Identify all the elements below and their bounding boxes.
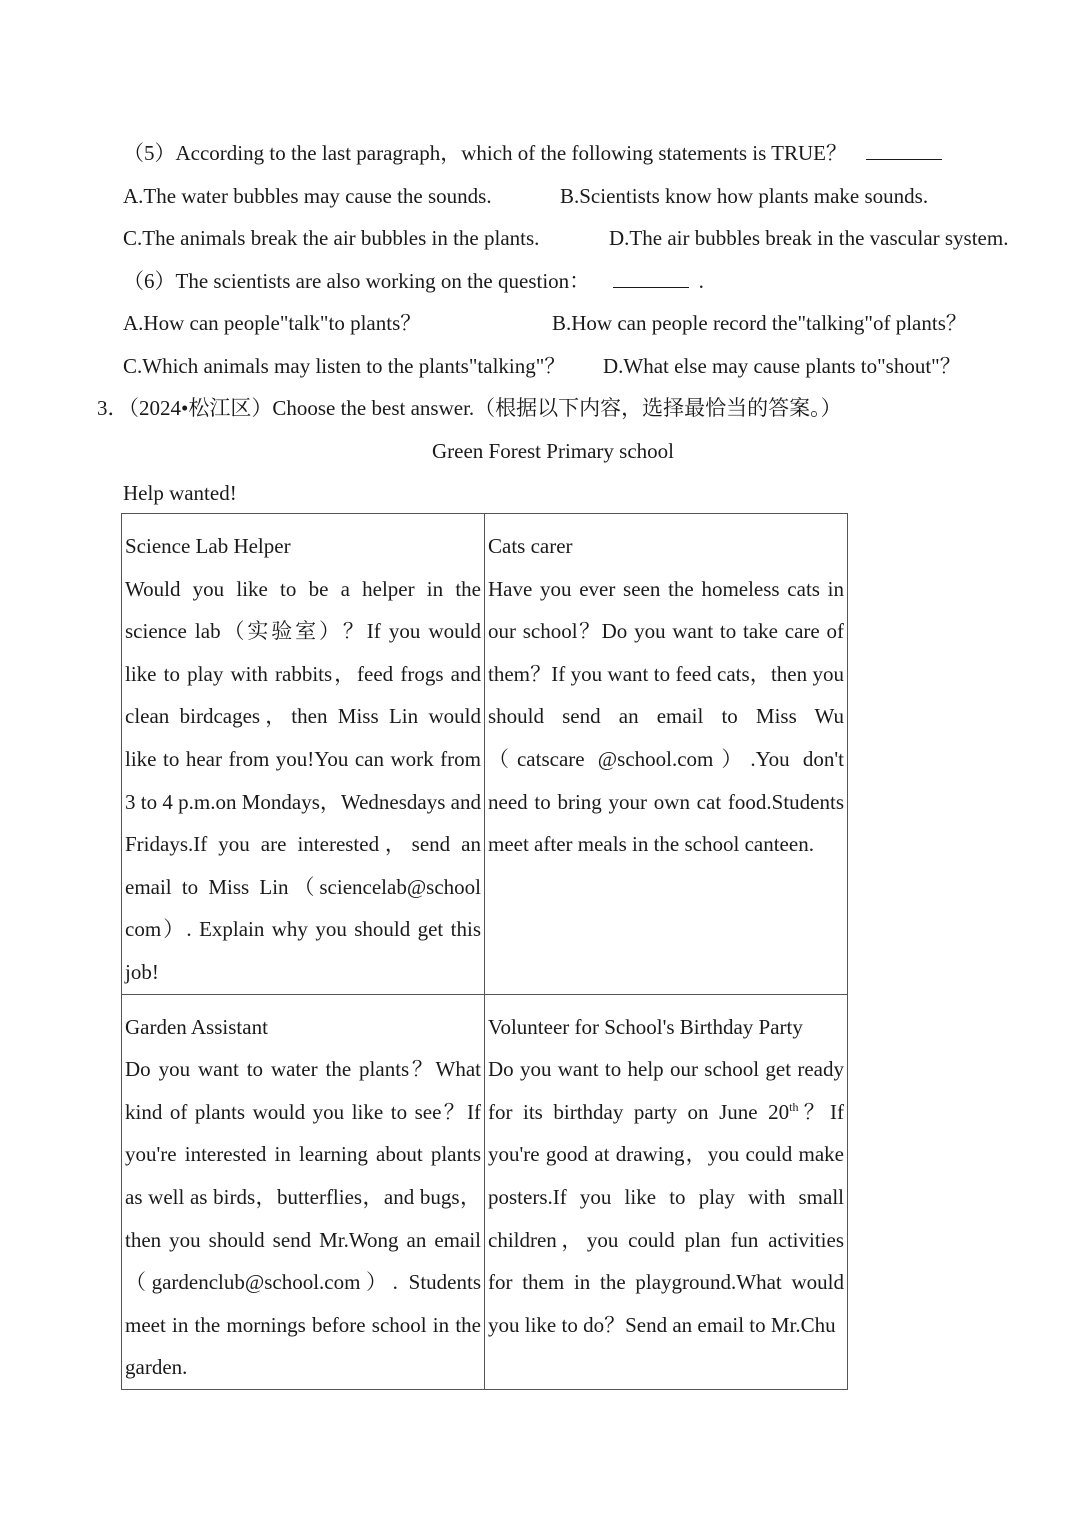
garden-assistant-body: Do you want to water the plants？What kind of plants would you like to see？If you're interested in learning about plants as well as birds，butterflies，and bugs，then you should send Mr.Wong an email（gardenclub@school.com）. Students meet in the mornings before school in the garden. [125, 1057, 481, 1380]
option-6b: B.How can people record the"talking"of plants？ [552, 311, 967, 335]
birthday-volunteer-title: Volunteer for School's Birthday Party [488, 1014, 803, 1039]
birthday-body-end: ？If you're good at drawing，you could make posters.If you like to play with small children，you could plan fun activities for them in the playground.What would you like to do？Send an email to Mr.Chu [488, 1099, 844, 1337]
table-row [122, 994, 848, 1389]
option-6a: A.How can people"talk"to plants？ [123, 311, 422, 335]
option-5a: A.The water bubbles may cause the sounds. [123, 184, 492, 208]
cats-carer-cell [485, 514, 848, 995]
birthday-body-start: Do you want to help our school get ready for its birthday party on June 20 [488, 1057, 844, 1124]
question-6-end: . [698, 269, 704, 293]
table-row [122, 514, 848, 995]
option-6d: D.What else may cause plants to"shout"？ [603, 354, 961, 378]
garden-assistant-title: Garden Assistant [125, 1014, 268, 1039]
school-title: Green Forest Primary school [431, 439, 675, 463]
question-5-text: （5）According to the last paragraph，which of the following statements is TRUE？ [123, 141, 847, 165]
option-5c: C.The animals break the air bubbles in the plants. [123, 226, 540, 250]
science-lab-body: Would you like to be a helper in the science lab（实验室）？If you would like to play with rabbits，feed frogs and clean birdcages，then Miss Lin would like to hear from you!You can work from 3 to 4 p.m.on Mondays，Wednesdays and Fridays.If you are interested，send an email to Miss Lin（sciencelab@school com）. Explain why you should get this job! [125, 576, 481, 984]
birthday-volunteer-body [488, 1048, 844, 1346]
question-6-text: （6）The scientists are also working on the question： [123, 269, 591, 293]
garden-assistant-cell [122, 994, 485, 1389]
question-6-stem [123, 267, 704, 295]
help-wanted-heading: Help wanted! [123, 481, 237, 505]
option-5d: D.The air bubbles break in the vascular system. [609, 226, 1009, 250]
question-3-header: 3．（2024•松江区）Choose the best answer.（根据以下内容，选择最恰当的答案。） [97, 396, 842, 420]
science-lab-title: Science Lab Helper [125, 534, 291, 558]
birthday-volunteer-cell [485, 994, 848, 1389]
option-5b: B.Scientists know how plants make sounds. [560, 184, 929, 208]
cats-carer-body: Have you ever seen the homeless cats in our school？Do you want to take care of them？If you want to feed cats，then you should send an email to Miss Wu（catscare @school.com）.You don't need to bring your own cat food.Students meet after meals in the school canteen. [488, 576, 844, 857]
answer-blank-5[interactable] [866, 139, 942, 160]
cats-carer-title: Cats carer [488, 534, 573, 558]
science-lab-cell [122, 514, 485, 995]
option-6c: C.Which animals may listen to the plants"talking"？ [123, 354, 566, 378]
date-suffix: th [789, 1099, 799, 1114]
job-ads-table [121, 513, 848, 1390]
answer-blank-6[interactable] [613, 267, 689, 288]
question-5-stem [123, 139, 942, 167]
